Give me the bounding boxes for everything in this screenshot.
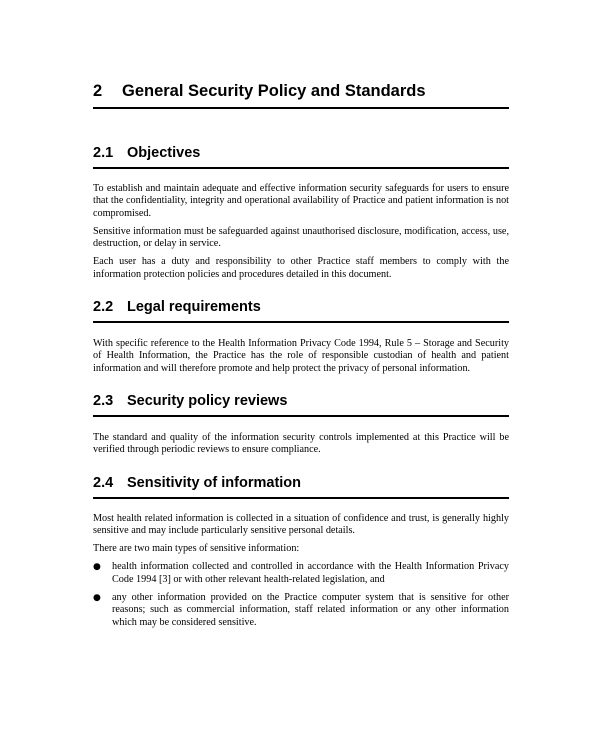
section-legal-requirements: [93, 299, 509, 375]
list-item-text: any other information provided on the Practice computer system that is sensitive for other reasons; such as commercial information, staff related information or any other information which may be considered sensitive.: [112, 592, 509, 628]
list-item-text: health information collected and controlled in accordance with the Health Information Privacy Code 1994 [3] or with other relevant health-related legislation, and: [112, 561, 509, 585]
paragraph: Sensitive information must be safeguarded against unauthorised disclosure, modification, access, use, destruction, or delay in service.: [93, 225, 509, 250]
section-number: 2.4: [93, 474, 114, 491]
section-objectives: [93, 145, 509, 281]
bullet-icon: ●: [93, 593, 101, 604]
paragraph: With specific reference to the Health Information Privacy Code 1994, Rule 5 – Storage and Security of Health Information, the Practice has the role of responsible custodian of health and patient information and will therefore promote and help protect the privacy of personal information.: [93, 338, 509, 374]
list-item: [93, 561, 509, 586]
chapter-title: General Security Policy and Standards: [122, 82, 426, 100]
section-number: 2.3: [93, 392, 114, 409]
section-number: 2.1: [93, 145, 114, 161]
section-sensitivity-of-information: [93, 475, 509, 629]
section-heading: [93, 475, 509, 499]
section-security-policy-reviews: [93, 393, 509, 457]
section-title: Sensitivity of information: [127, 474, 302, 491]
section-heading: [93, 393, 509, 417]
section-title: Legal requirements: [127, 299, 261, 316]
section-heading: [93, 299, 509, 323]
section-title: Security policy reviews: [127, 392, 288, 409]
paragraph: Each user has a duty and responsibility to other Practice staff members to comply with the information protection policies and procedures detailed in this document.: [93, 256, 509, 280]
bullet-list: [93, 561, 509, 628]
chapter-number: 2: [93, 82, 103, 100]
section-number: 2.2: [93, 299, 114, 316]
section-title: Objectives: [127, 145, 201, 161]
chapter-heading: [93, 82, 509, 109]
section-heading: [93, 145, 509, 169]
list-item: [93, 592, 509, 629]
bullet-icon: ●: [93, 562, 101, 573]
paragraph: Most health related information is collected in a situation of confidence and trust, is generally highly sensitive and may include particularly sensitive personal details.: [93, 512, 509, 536]
paragraph: The standard and quality of the information security controls implemented at this Practice will be verified through periodic reviews to ensure compliance.: [93, 431, 509, 456]
page-content: [93, 82, 509, 635]
paragraph: To establish and maintain adequate and effective information security safeguards for users to ensure that the confidentiality, integrity and operational availability of Practice and patient information is not compromised.: [93, 183, 509, 219]
paragraph: There are two main types of sensitive information:: [93, 543, 300, 555]
